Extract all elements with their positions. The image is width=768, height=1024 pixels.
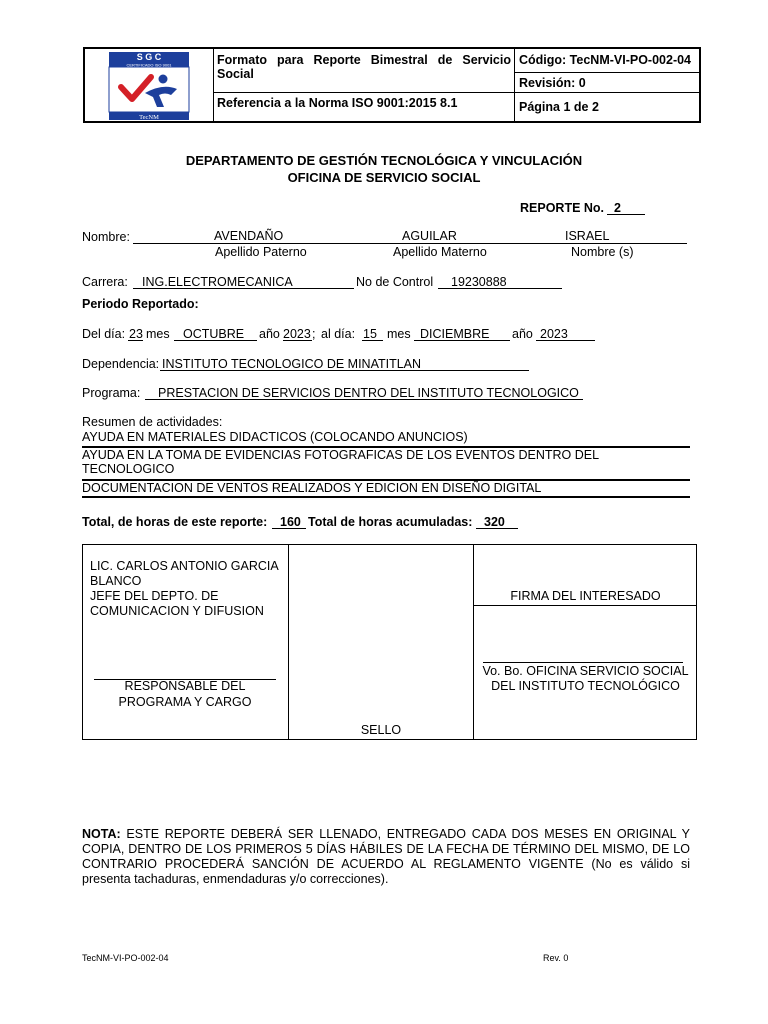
accumulated-hours-value[interactable]: 320 xyxy=(484,515,505,529)
logo-bottom-text: TecNM xyxy=(139,114,159,121)
given-name-caption: Nombre (s) xyxy=(571,245,634,259)
period-to-label: al día: xyxy=(321,327,356,341)
name-label: Nombre: xyxy=(82,230,130,244)
career-value[interactable]: ING.ELECTROMECANICA xyxy=(142,275,293,289)
footer-revision: Rev. 0 xyxy=(543,953,569,963)
note-text: ESTE REPORTE DEBERÁ SER LLENADO, ENTREGADO CADA DOS MESES EN ORIGINAL Y COPIA, DENTRO DE LOS PRIMEROS 5 DÍAS HÁBILES DE LA FECHA DE TÉRMINO DEL MISMO, DE LO CONTRARIO PROCEDERÁ SANCIÓN DE ACUERDO AL REGLAMENTO VIGENTE (No es válido si presenta tachaduras, enmendaduras y/o correcciones). xyxy=(82,827,690,886)
page-number: Página 1 de 2 xyxy=(519,100,599,114)
control-number-label: No de Control xyxy=(356,275,434,289)
accumulated-hours-label: Total de horas acumuladas: xyxy=(308,515,473,529)
stamp-label: SELLO xyxy=(360,723,402,737)
signature-table xyxy=(82,544,697,740)
document-code: Código: TecNM-VI-PO-002-04 xyxy=(515,49,699,73)
program-value[interactable]: PRESTACION DE SERVICIOS DENTRO DEL INSTITUTO TECNOLOGICO xyxy=(158,386,579,400)
given-name-value[interactable]: ISRAEL xyxy=(565,229,610,243)
from-month-label: mes xyxy=(146,327,170,341)
activity-item-3[interactable]: DOCUMENTACION DE VENTOS REALIZADOS Y EDICION EN DISEÑO DIGITAL xyxy=(82,481,542,495)
title-cell xyxy=(214,49,515,121)
report-number-line xyxy=(607,214,645,215)
department-title: DEPARTAMENTO DE GESTIÓN TECNOLÓGICA Y VINCULACIÓN xyxy=(185,153,583,168)
document-revision: Revisión: 0 xyxy=(515,73,699,93)
surname-paternal-caption: Apellido Paterno xyxy=(215,245,307,259)
control-number-value[interactable]: 19230888 xyxy=(451,275,507,289)
surname-paternal-value[interactable]: AVENDAÑO xyxy=(214,229,284,243)
to-year-value[interactable]: 2023 xyxy=(540,327,568,341)
total-hours-label: Total, de horas de este reporte: xyxy=(82,515,268,529)
to-year-label: año xyxy=(512,327,533,341)
from-month-value[interactable]: OCTUBRE xyxy=(183,327,245,341)
sgc-tecnm-logo xyxy=(85,49,214,121)
logo-cert-text: CERTIFICADO ISO 9001 xyxy=(126,62,172,68)
period-from-label: Del día: xyxy=(82,327,126,341)
responsible-name: LIC. CARLOS ANTONIO GARCIA BLANCO xyxy=(90,559,279,588)
name-line xyxy=(133,243,687,244)
from-day-value[interactable]: 23 xyxy=(129,327,143,341)
to-month-value[interactable]: DICIEMBRE xyxy=(420,327,490,341)
logo-cell xyxy=(85,49,214,121)
to-month-label: mes xyxy=(387,327,411,341)
career-label: Carrera: xyxy=(82,275,128,289)
vobo-signature-line[interactable] xyxy=(483,662,683,663)
surname-maternal-value[interactable]: AGUILAR xyxy=(402,229,457,243)
logo-top-text: S G C xyxy=(136,52,162,62)
student-signature-label: FIRMA DEL INTERESADO xyxy=(510,589,661,603)
format-title: Formato para Reporte Bimestral de Servicio Social xyxy=(214,49,514,93)
report-number-label: REPORTE No. xyxy=(520,201,605,215)
from-year-label: año xyxy=(259,327,280,341)
from-year-value[interactable]: 2023 xyxy=(283,327,311,341)
activities-label: Resumen de actividades: xyxy=(82,415,223,429)
surname-maternal-caption: Apellido Materno xyxy=(393,245,487,259)
code-cell xyxy=(515,49,699,121)
note-label: NOTA: xyxy=(82,827,121,841)
vobo-caption: Vo. Bo. OFICINA SERVICIO SOCIAL DEL INSTITUTO TECNOLÓGICO xyxy=(482,664,689,693)
total-hours-value[interactable]: 160 xyxy=(280,515,301,529)
responsible-position: JEFE DEL DEPTO. DE COMUNICACION Y DIFUSION xyxy=(90,589,264,618)
activity-item-1[interactable]: AYUDA EN MATERIALES DIDACTICOS (COLOCANDO ANUNCIOS) xyxy=(82,430,468,444)
to-day-value[interactable]: 15 xyxy=(363,327,377,341)
dependency-label: Dependencia: xyxy=(82,357,160,371)
norma-reference: Referencia a la Norma ISO 9001:2015 8.1 xyxy=(217,96,458,110)
responsible-caption: RESPONSABLE DEL PROGRAMA Y CARGO xyxy=(118,679,252,709)
header-table xyxy=(83,47,701,123)
period-label: Periodo Reportado: xyxy=(82,297,199,311)
activity-item-2[interactable]: AYUDA EN LA TOMA DE EVIDENCIAS FOTOGRAFICAS DE LOS EVENTOS DENTRO DEL TECNOLOGICO xyxy=(82,448,599,476)
activity-line-3 xyxy=(82,496,690,498)
report-number-value[interactable]: 2 xyxy=(614,201,621,215)
note-paragraph xyxy=(82,827,690,887)
office-title: OFICINA DE SERVICIO SOCIAL xyxy=(287,170,481,185)
footer-code: TecNM-VI-PO-002-04 xyxy=(82,953,169,963)
program-label: Programa: xyxy=(82,386,141,400)
dependency-value[interactable]: INSTITUTO TECNOLOGICO DE MINATITLAN xyxy=(162,357,422,371)
